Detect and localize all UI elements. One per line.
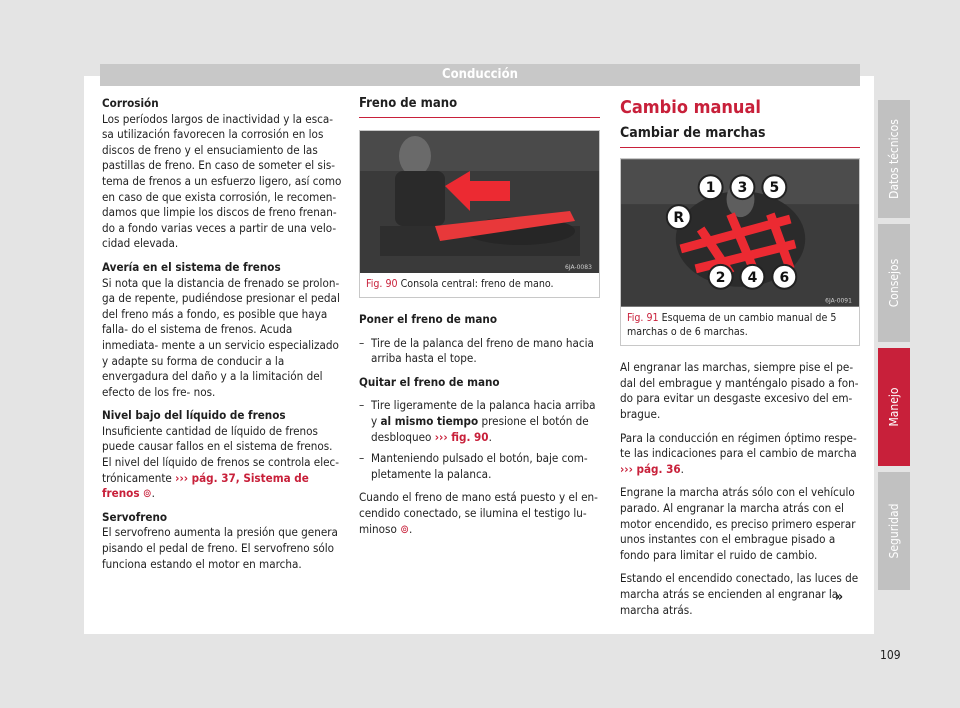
- quitar-list-item-1: – Tire ligeramente de la palanca hacia arriba y al mismo tiempo presione el botón de desbloqueo ››› fig. 90.: [359, 398, 596, 444]
- continue-mark: »: [835, 589, 844, 605]
- figure-90: [359, 130, 600, 299]
- nivel-paragraph: Nivel bajo del líquido de frenos Insuficiente cantidad de líquido de frenos puede causar fallos en el sistema de frenos. El nivel del líquido de frenos se controla elec- trónicamente ››› pág. 37, Sistema de frenos ⊚.: [102, 408, 344, 502]
- figure-code: 6JA-0091: [825, 297, 852, 305]
- corrosion-paragraph: [102, 96, 344, 252]
- final-paragraph: Cuando el freno de mano está puesto y el en- cendido conectado, se ilumina el testigo lu- minoso ⊚.: [359, 490, 598, 536]
- figure-90-label: Fig. 90: [366, 277, 398, 290]
- handbrake-warning-icon: ⊚: [400, 521, 409, 536]
- gear-paragraph-4: Estando el encendido conectado, las luces de marcha atrás se encienden al engranar la marcha atrás.: [620, 571, 859, 617]
- fig-90-link[interactable]: ››› fig. 90: [434, 429, 489, 444]
- nivel-heading: Nivel bajo del líquido de frenos: [102, 408, 286, 423]
- nivel-text: Insuficiente cantidad de líquido de frenos puede causar fallos en el sistema de frenos. El nivel del líquido de frenos se controla elec- trónicamente: [102, 423, 340, 485]
- quitar-block: [359, 375, 600, 391]
- averia-paragraph: [102, 260, 344, 400]
- servo-heading: Servofreno: [102, 509, 168, 524]
- averia-text: Si nota que la distancia de frenado se prolon- ga de repente, pudiéndose presionar el pedal del freno más a fondo, es posible que haya falla- do el sistema de frenos. Acuda inmediata- mente a un servicio especializado y adapte su forma de conducir a la envergadura del daño y a la limitación del efecto de los fre- nos.: [102, 275, 340, 399]
- column-middle: [359, 96, 600, 545]
- tab-seguridad[interactable]: Seguridad: [878, 472, 910, 590]
- gear-label-6: 6: [779, 269, 790, 286]
- final-text: Cuando el freno de mano está puesto y el en- cendido conectado, se ilumina el testigo lu- minoso: [359, 490, 598, 536]
- page-36-link[interactable]: ››› pág. 36: [620, 461, 681, 476]
- figure-90-caption: [360, 273, 599, 298]
- tab-datos-tecnicos[interactable]: Datos técnicos: [878, 100, 910, 218]
- page-number: 109: [880, 648, 901, 662]
- gear-label-r: R: [673, 210, 685, 227]
- poner-heading: Poner el freno de mano: [359, 312, 498, 327]
- gearshift-illustration: [621, 159, 859, 307]
- poner-block: [359, 312, 600, 328]
- quitar-list-item-2: – Manteniendo pulsado el botón, baje com- pletamente la palanca.: [359, 451, 600, 482]
- quitar-heading: Quitar el freno de mano: [359, 374, 500, 389]
- gear-paragraph-1: Al engranar las marchas, siempre pise el pe- dal del embrague y manténgalo pisado a fon- do para evitar un desgaste excesivo del em- brague.: [620, 360, 859, 421]
- figure-code: 6JA-0083: [565, 263, 592, 271]
- figure-91: [620, 158, 860, 346]
- gear-label-4: 4: [747, 269, 758, 286]
- brake-warning-icon: ⊚: [142, 486, 152, 501]
- tab-manejo[interactable]: Manejo: [878, 348, 910, 466]
- poner-item-text: Tire de la palanca del freno de mano hacia arriba hasta el tope.: [371, 335, 594, 366]
- section-title-freno: Freno de mano: [359, 96, 600, 118]
- handbrake-illustration: [360, 131, 599, 273]
- figure-91-caption: [621, 307, 859, 345]
- gear-label-5: 5: [769, 180, 780, 197]
- tab-consejos[interactable]: Consejos: [878, 224, 910, 342]
- figure-90-caption-text: Consola central: freno de mano.: [400, 277, 554, 290]
- servo-paragraph: [102, 510, 344, 572]
- figure-91-label: Fig. 91: [627, 312, 659, 325]
- servo-text: El servofreno aumenta la presión que genera pisando el pedal de freno. El servofreno sólo funciona estando el motor en marcha.: [102, 525, 338, 571]
- poner-list-item: – Tire de la palanca del freno de mano hacia arriba hasta el tope.: [359, 336, 600, 367]
- section-title-cambiar: Cambiar de marchas: [620, 126, 860, 149]
- gear-paragraph-3: Engrane la marcha atrás sólo con el vehículo parado. Al engranar la marcha atrás con el motor encendido, es preciso primero esperar unos instantes con el embrague pisado a fondo para limitar el ruido de cambio.: [620, 485, 856, 562]
- gear-label-2: 2: [715, 269, 726, 286]
- brake-system-link[interactable]: ››› pág. 37, Sistema de frenos: [102, 470, 309, 501]
- corrosion-text: Los períodos largos de inactividad y la esca- sa utilización favorecen la corrosión en los discos de freno y el ensuciamiento de las pastillas de freno. En caso de someter el sis- tema de frenos a un esfuerzo ligero, así como en caso de que exista corrosión, le recomen- damos que limpie los discos de freno frenan- do a fondo varias veces a partir de una velo- cidad elevada.: [102, 111, 342, 251]
- gear-label-1: 1: [705, 180, 716, 197]
- column-right: [620, 96, 860, 626]
- chapter-title: Cambio manual: [620, 97, 761, 118]
- figure-91-caption-text: Esquema de un cambio manual de 5 marchas o de 6 marchas.: [627, 312, 837, 338]
- quitar-item-2-text: Manteniendo pulsado el botón, baje com- pletamente la palanca.: [371, 451, 588, 481]
- gear-paragraph-2: Para la conducción en régimen óptimo respe- te las indicaciones para el cambio de marcha ››› pág. 36.: [620, 430, 857, 476]
- column-left: [102, 96, 344, 580]
- chapter-header: Conducción: [100, 64, 860, 86]
- gear-label-3: 3: [737, 180, 748, 197]
- averia-heading: Avería en el sistema de frenos: [102, 259, 281, 274]
- corrosion-heading: Corrosión: [102, 96, 159, 110]
- emphasis-text: al mismo tiempo: [380, 414, 479, 429]
